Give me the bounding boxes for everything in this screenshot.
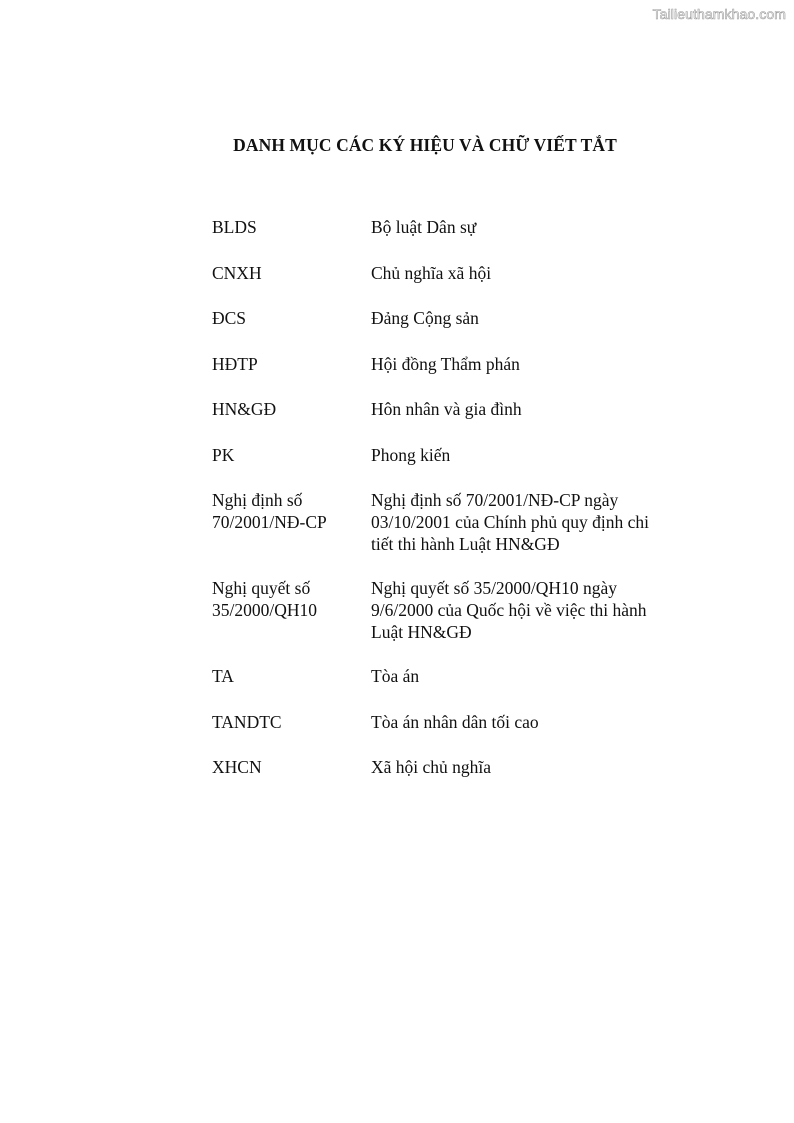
abbreviation-meaning [371,398,682,420]
abbreviation-term [212,353,371,375]
abbreviation-entry [212,353,682,375]
abbreviation-entry [212,489,682,555]
abbreviation-meaning-line: Chủ nghĩa xã hội [371,262,492,283]
abbreviation-term [212,711,371,733]
abbreviation-entry [212,756,682,778]
page-title: DANH MỤC CÁC KÝ HIỆU VÀ CHỮ VIẾT TẮT [233,135,617,155]
abbreviation-term [212,262,371,284]
abbreviation-meaning [371,307,682,329]
abbreviation-meaning-line: 03/10/2001 của Chính phủ quy định chi [371,512,650,532]
abbreviation-entry [212,444,682,466]
abbreviation-term-line: ĐCS [212,308,247,328]
abbreviation-entry [212,307,682,329]
abbreviation-term-line: CNXH [212,262,262,283]
abbreviation-term-line: HN&GĐ [212,399,277,419]
abbreviation-term-line: BLDS [212,217,257,237]
abbreviation-meaning [371,665,682,687]
watermark: Tailieuthamkhao.com [652,6,786,22]
abbreviation-meaning-line: Hội đồng Thẩm phán [371,353,520,374]
abbreviation-term-line: TANDTC [212,711,282,732]
abbreviation-term [212,444,371,466]
abbreviation-term [212,489,371,555]
abbreviation-term-line: XHCN [212,757,262,777]
abbreviation-term-line: 35/2000/QH10 [212,600,317,620]
abbreviation-meaning-line: Tòa án [371,666,420,686]
abbreviation-term-line: Nghị quyết số [212,578,311,598]
abbreviation-term [212,398,371,420]
abbreviation-meaning-line: Tòa án nhân dân tối cao [371,711,539,732]
abbreviation-meaning [371,262,682,284]
abbreviation-meaning [371,756,682,778]
abbreviation-meaning-line: 9/6/2000 của Quốc hội về việc thi hành [371,600,647,620]
abbreviation-term [212,307,371,329]
abbreviation-meaning-line: Bộ luật Dân sự [371,217,477,237]
abbreviation-meaning-line: Hôn nhân và gia đình [371,399,522,419]
abbreviation-meaning-line: Đảng Cộng sản [371,308,479,328]
abbreviation-term [212,756,371,778]
abbreviation-term [212,577,371,643]
abbreviation-term-line: HĐTP [212,353,258,374]
abbreviation-entry [212,665,682,687]
abbreviation-meaning [371,216,682,238]
abbreviation-entry [212,216,682,238]
abbreviation-meaning [371,489,682,555]
abbreviation-meaning-line: Nghị định số 70/2001/NĐ-CP ngày [371,490,619,510]
abbreviation-meaning-line: Nghị quyết số 35/2000/QH10 ngày [371,578,617,598]
abbreviation-entry [212,262,682,284]
abbreviation-meaning-line: tiết thi hành Luật HN&GĐ [371,534,560,554]
abbreviation-meaning-line: Xã hội chủ nghĩa [371,757,492,777]
abbreviation-entry [212,711,682,733]
abbreviation-term [212,665,371,687]
abbreviation-meaning [371,577,682,643]
abbreviation-term-line: TA [212,666,234,686]
abbreviation-term-line: 70/2001/NĐ-CP [212,512,327,532]
abbreviation-meaning-line: Luật HN&GĐ [371,622,472,642]
abbreviation-meaning-line: Phong kiến [371,444,451,465]
abbreviation-term [212,216,371,238]
abbreviation-meaning [371,353,682,375]
abbreviation-meaning [371,711,682,733]
abbreviation-list [212,216,682,802]
abbreviation-term-line: PK [212,444,235,465]
abbreviation-meaning [371,444,682,466]
abbreviation-entry [212,398,682,420]
abbreviation-entry [212,577,682,643]
abbreviation-term-line: Nghị định số [212,490,303,510]
